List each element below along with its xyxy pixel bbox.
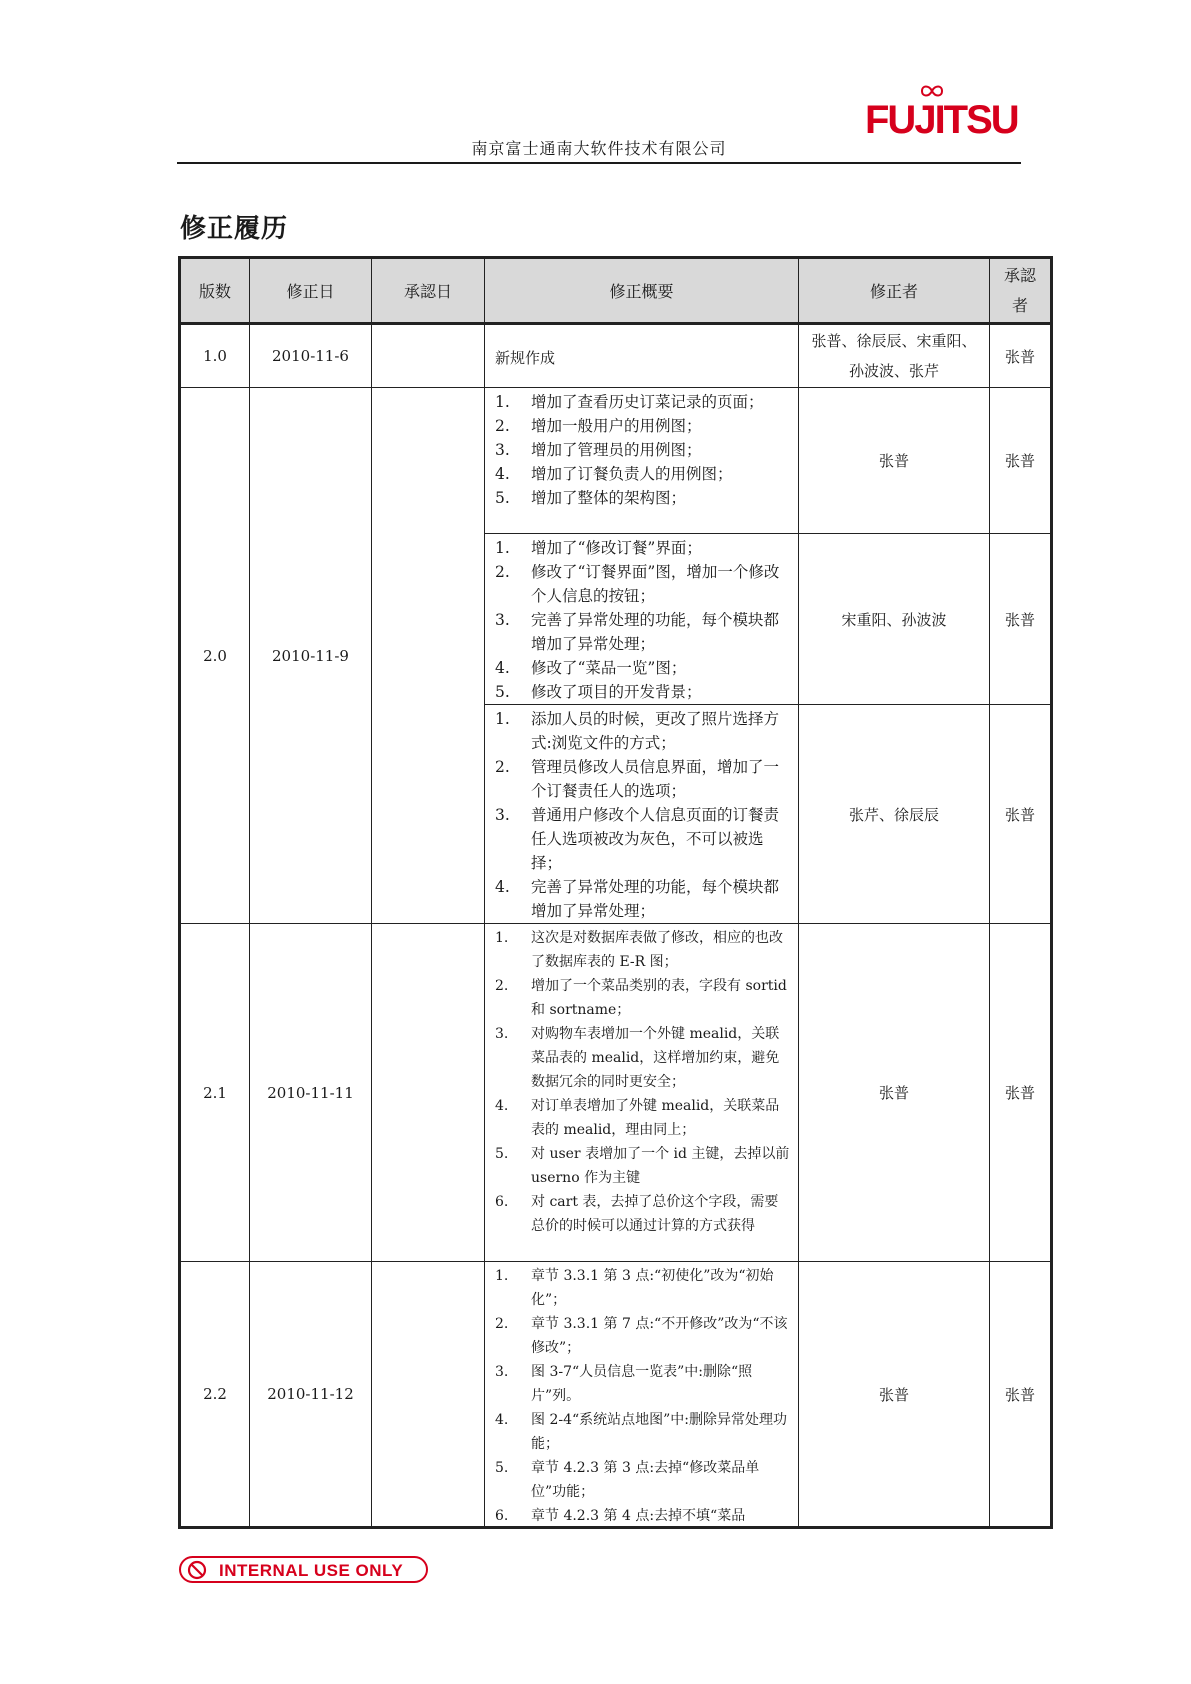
list-item: 2. 章节 3.3.1 第 7 点:“不开修改”改为“不该修改”； [495, 1316, 788, 1356]
table-header-row [180, 258, 1052, 324]
approver-cell: 张普 [990, 534, 1052, 705]
list-item: 4. 增加了订餐负责人的用例图； [495, 465, 733, 483]
version-cell: 2.0 [180, 388, 250, 924]
col-header-summary: 修正概要 [485, 258, 799, 324]
list-item: 2. 修改了“订餐界面”图，增加一个修改个人信息的按钮； [495, 563, 780, 605]
header-rule [177, 162, 1021, 164]
list-item: 4. 完善了异常处理的功能，每个模块都增加了异常处理； [495, 878, 780, 920]
infinity-loop-icon [920, 84, 944, 98]
list-item: 2. 增加一般用户的用例图； [495, 417, 702, 435]
version-cell: 2.1 [180, 924, 250, 1262]
approver-cell: 张普 [990, 1262, 1052, 1528]
summary-cell [485, 534, 799, 705]
logo-text: FUJITSU [865, 98, 1018, 142]
list-item: 4. 对订单表增加了外键 mealid，关联菜品表的 mealid，理由同上； [495, 1098, 780, 1138]
list-item: 6. 对 cart 表，去掉了总价这个字段，需要总价的时候可以通过计算的方式获得 [495, 1194, 779, 1234]
approve-date-cell [372, 388, 485, 924]
approver-cell: 张普 [990, 924, 1052, 1262]
list-item: 5. 修改了项目的开发背景； [495, 683, 702, 701]
change-list [495, 1264, 790, 1526]
table-row [180, 924, 1052, 1262]
col-header-approve-date: 承認日 [372, 258, 485, 324]
summary-cell [485, 705, 799, 924]
approve-date-cell [372, 1262, 485, 1528]
list-item: 3. 完善了异常处理的功能，每个模块都增加了异常处理； [495, 611, 780, 653]
list-item: 1. 这次是对数据库表做了修改，相应的也改了数据库表的 E-R 图； [495, 930, 783, 970]
page-title: 修正履历 [180, 214, 289, 244]
date-cell: 2010-11-6 [250, 324, 372, 388]
list-item: 5. 对 user 表增加了一个 id 主键，去掉以前 userno 作为主键 [495, 1146, 790, 1186]
badge-text: INTERNAL USE ONLY [219, 1561, 404, 1580]
table-row [180, 388, 1052, 534]
list-item: 4. 图 2-4“系统站点地图”中:删除异常处理功能； [495, 1412, 788, 1452]
date-cell: 2010-11-11 [250, 924, 372, 1262]
list-item: 5. 增加了整体的架构图； [495, 489, 687, 507]
version-cell: 2.2 [180, 1262, 250, 1528]
editor-cell: 张普 [799, 1262, 990, 1528]
approve-date-cell [372, 924, 485, 1262]
col-header-version: 版数 [180, 258, 250, 324]
change-list [495, 707, 790, 923]
change-list [495, 536, 790, 704]
date-cell: 2010-11-9 [250, 388, 372, 924]
list-item: 2. 增加了一个菜品类别的表，字段有 sortid 和 sortname； [495, 978, 787, 1018]
summary-cell [485, 1262, 799, 1528]
summary-cell [485, 388, 799, 534]
list-item: 2. 管理员修改人员信息界面，增加了一个订餐责任人的选项； [495, 758, 780, 800]
revision-history-table [178, 256, 1053, 1529]
summary-cell: 新规作成 [485, 324, 799, 388]
approve-date-cell [372, 324, 485, 388]
list-item: 1. 章节 3.3.1 第 3 点:“初使化”改为“初始化”； [495, 1268, 774, 1308]
col-header-approver: 承認者 [990, 258, 1052, 324]
approver-cell: 张普 [990, 324, 1052, 388]
prohibited-icon [187, 1560, 207, 1580]
list-item: 1. 增加了查看历史订菜记录的页面； [495, 393, 764, 411]
col-header-date: 修正日 [250, 258, 372, 324]
date-cell: 2010-11-12 [250, 1262, 372, 1528]
list-item: 3. 对购物车表增加一个外键 mealid，关联菜品表的 mealid，这样增加约束，避免数据冗余的同时更安全； [495, 1026, 780, 1090]
col-header-editor: 修正者 [799, 258, 990, 324]
page-header [177, 96, 1021, 164]
list-item: 3. 普通用户修改个人信息页面的订餐责任人选项被改为灰色，不可以被选择； [495, 806, 780, 872]
editor-cell: 张芹、徐辰辰 [799, 705, 990, 924]
version-cell: 1.0 [180, 324, 250, 388]
table-row [180, 324, 1052, 388]
list-item: 3. 图 3-7“人员信息一览表”中:删除“照片”列。 [495, 1364, 753, 1404]
editor-cell: 宋重阳、孙波波 [799, 534, 990, 705]
editor-cell: 张普、徐辰辰、宋重阳、孙波波、张芹 [799, 324, 990, 388]
editor-cell: 张普 [799, 924, 990, 1262]
table-row [180, 1262, 1052, 1528]
company-name: 南京富士通南大软件技术有限公司 [471, 139, 727, 158]
list-item: 1. 添加人员的时候，更改了照片选择方式:浏览文件的方式； [495, 710, 780, 752]
summary-cell [485, 924, 799, 1262]
list-item: 3. 增加了管理员的用例图； [495, 441, 702, 459]
change-list [495, 390, 790, 510]
list-item: 4. 修改了“菜品一览”图； [495, 659, 687, 677]
change-list [495, 926, 790, 1238]
internal-use-badge [179, 1556, 428, 1583]
list-item: 1. 增加了“修改订餐”界面； [495, 539, 702, 557]
editor-cell: 张普 [799, 388, 990, 534]
approver-cell: 张普 [990, 705, 1052, 924]
approver-cell: 张普 [990, 388, 1052, 534]
fujitsu-logo [865, 84, 1018, 142]
list-item: 6. 章节 4.2.3 第 4 点:去掉不填“菜品 [495, 1508, 746, 1524]
list-item: 5. 章节 4.2.3 第 3 点:去掉“修改菜品单位”功能； [495, 1460, 760, 1500]
